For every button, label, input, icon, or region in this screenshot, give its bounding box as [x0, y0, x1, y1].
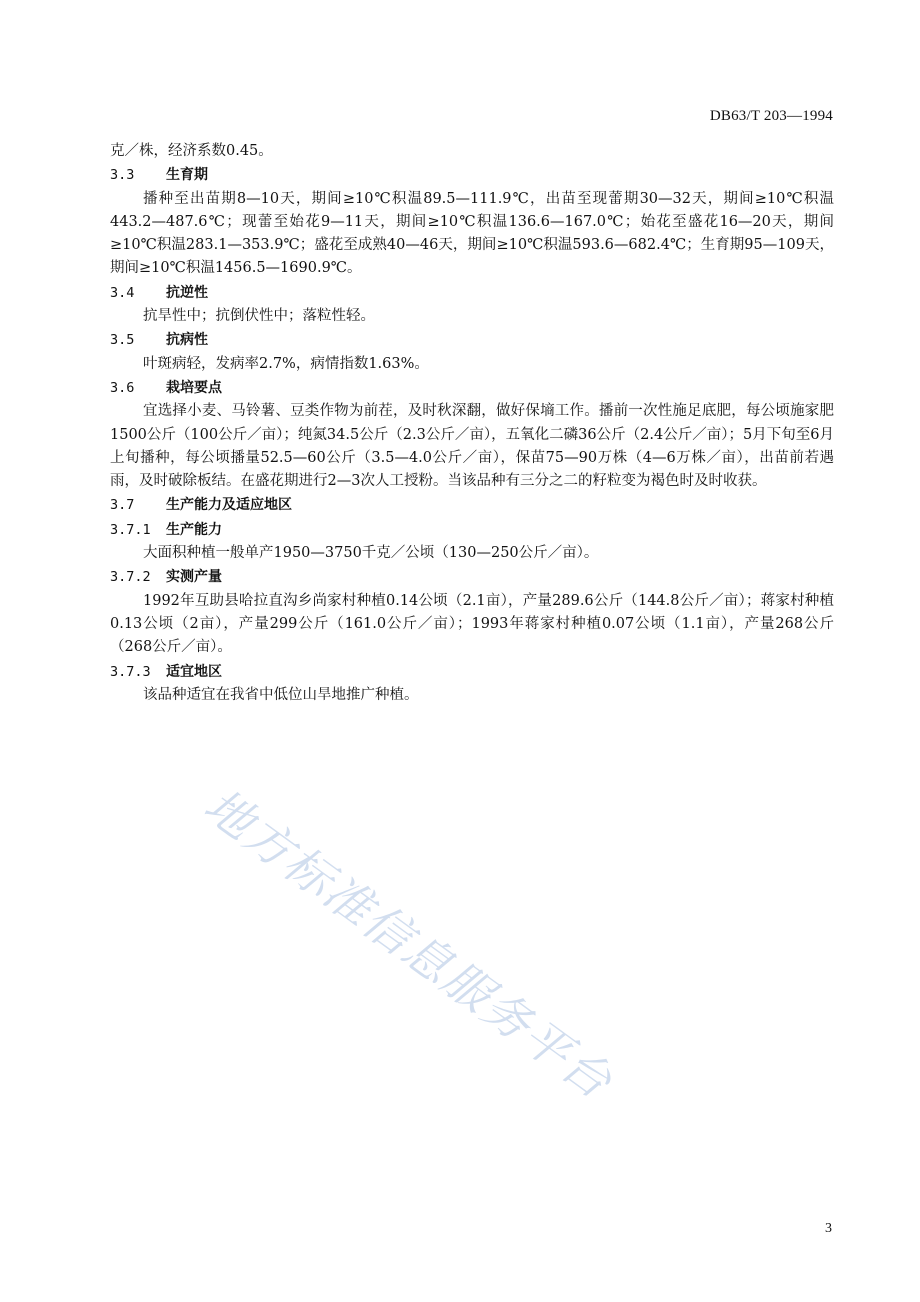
section-title: 生育期	[166, 167, 208, 184]
section-heading-3-6	[110, 376, 834, 400]
section-text-3-5: 叶斑病轻，发病率2.7%，病情指数1.63%。	[143, 355, 429, 372]
section-title: 抗逆性	[166, 284, 208, 301]
section-text-3-7-3: 该品种适宜在我省中低位山旱地推广种植。	[143, 686, 419, 703]
section-heading-3-7	[110, 493, 834, 517]
section-text-3-4: 抗旱性中；抗倒伏性中；落粒性轻。	[143, 308, 375, 325]
section-text-3-3: 播种至出苗期8—10天，期间≥10℃积温89.5—111.9℃，出苗至现蕾期30—32天，期间≥10℃积温443.2—487.6℃；现蕾至始花9—11天，期间≥10℃积温136.6—167.0℃；始花至盛花16—20天，期间≥10℃积温283.1—353.9℃；盛花至成熟40—46天，期间≥10℃积温593.6—682.4℃；生育期95—109天，期间≥10℃积温1456.5—1690.9℃。	[110, 190, 834, 277]
document-body	[110, 140, 834, 707]
section-heading-3-7-1	[110, 518, 834, 542]
section-heading-3-5	[110, 328, 834, 352]
section-title: 生产能力及适应地区	[166, 497, 292, 514]
section-number: 3.7.1	[110, 521, 151, 538]
section-number: 3.5	[110, 332, 135, 349]
section-number: 3.7.2	[110, 569, 151, 586]
section-text-3-7-2: 1992年互助县哈拉直沟乡尚家村种植0.14公顷（2.1亩），产量289.6公斤（144.8公斤／亩）；蒋家村种植0.13公顷（2亩），产量299公斤（161.0公斤／亩）；1993年蒋家村种植0.07公顷（1.1亩），产量268公斤（268公斤／亩）。	[110, 592, 834, 656]
section-title: 适宜地区	[166, 663, 222, 680]
section-heading-3-7-2	[110, 565, 834, 589]
continuation-text: 克／株，经济系数0.45。	[110, 143, 273, 159]
section-heading-3-7-3	[110, 660, 834, 684]
section-number: 3.7.3	[110, 663, 151, 680]
section-heading-3-4	[110, 281, 834, 305]
section-number: 3.6	[110, 379, 135, 396]
section-title: 抗病性	[166, 332, 208, 349]
section-text-3-7-1: 大面积种植一般单产1950—3750千克／公顷（130—250公斤／亩）。	[143, 545, 599, 562]
watermark-text: 地方标准信息服务平台	[193, 778, 623, 1111]
section-title: 栽培要点	[166, 379, 222, 396]
section-title: 生产能力	[166, 521, 222, 538]
section-number: 3.7	[110, 497, 135, 514]
section-text-3-6: 宜选择小麦、马铃薯、豆类作物为前茬，及时秋深翻，做好保墒工作。播前一次性施足底肥，每公顷施家肥1500公斤（100公斤／亩）；纯氮34.5公斤（2.3公斤／亩），五氧化二磷36公斤（2.4公斤／亩）；5月下旬至6月上旬播种，每公顷播量52.5—60公斤（3.5—4.0公斤／亩），保苗75—90万株（4—6万株／亩），出苗前若遇雨，及时破除板结。在盛花期进行2—3次人工授粉。当该品种有三分之二的籽粒变为褐色时及时收获。	[110, 403, 834, 490]
section-title: 实测产量	[166, 569, 222, 586]
section-heading-3-3	[110, 163, 834, 187]
section-number: 3.4	[110, 284, 135, 301]
page-number: 3	[825, 1221, 832, 1236]
document-code: DB63/T 203—1994	[709, 108, 833, 124]
section-number: 3.3	[110, 167, 135, 184]
